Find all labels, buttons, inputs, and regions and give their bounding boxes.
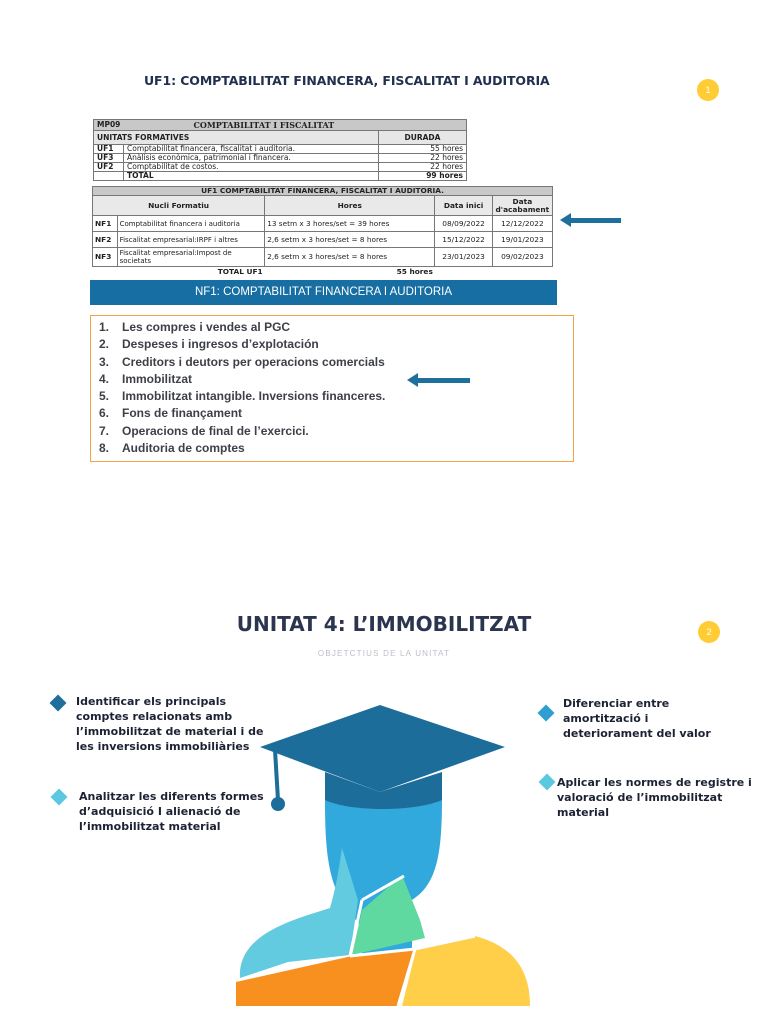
item-text: Auditoria de comptes: [122, 441, 245, 456]
item-number: 7.: [99, 423, 110, 438]
unit-subtitle: OBJETCTIUS DE LA UNITAT: [317, 649, 451, 658]
list-item: [99, 354, 573, 371]
uf1-table: [92, 186, 553, 277]
uf1-total-label: TOTAL UF1: [217, 267, 263, 276]
page-number-badge: 1: [697, 79, 719, 101]
objective-text: Analitzar les diferents formes d’adquisició I alienació de l’immobilitzat material: [79, 790, 264, 833]
arrow-left-icon: [570, 218, 621, 223]
nf-code: NF3: [93, 248, 118, 267]
nf-code: NF1: [93, 216, 118, 232]
diamond-bullet-icon: [50, 695, 67, 712]
item-text: Immobilitzat: [122, 371, 193, 386]
diamond-bullet-icon: [538, 705, 555, 722]
nf-start: 08/09/2022: [435, 216, 492, 232]
list-item: [99, 336, 573, 353]
item-text: Despeses i ingresos d’explotación: [122, 337, 319, 352]
total-label: TOTAL: [124, 172, 379, 181]
table-row: [93, 232, 553, 248]
item-text: Les compres i vendes al PGC: [122, 320, 291, 334]
objective-text: Aplicar les normes de registre i valoració de l’immobilitzat material: [557, 776, 752, 819]
item-number: 8.: [99, 441, 110, 456]
nf1-banner: NF1: COMPTABILITAT FINANCERA I AUDITORIA: [90, 280, 557, 305]
diamond-bullet-icon: [51, 789, 68, 806]
list-item: [99, 371, 573, 388]
nf-start: 15/12/2022: [435, 232, 492, 248]
nf-hours: 13 setm x 3 hores/set = 39 hores: [265, 216, 435, 232]
uf-name: Comptabilitat financera, fiscalitat i auditoria.: [124, 145, 379, 154]
uf-name: Anàlisis econòmica, patrimonial i financera.: [124, 154, 379, 163]
nf-hours: 2,6 setm x 3 hores/set = 8 hores: [265, 232, 435, 248]
col-duration-header: DURADA: [379, 131, 467, 145]
nf-end: 19/01/2023: [492, 232, 552, 248]
col-inici-header: Data inici: [435, 196, 492, 216]
table-row: [93, 248, 553, 267]
uf-hours: 22 hores: [379, 163, 467, 172]
item-text: Immobilitzat intangible. Inversions financeres.: [122, 389, 386, 404]
nf-end: 09/02/2023: [492, 248, 552, 267]
uf-hours: 55 hores: [379, 145, 467, 154]
table-row: [93, 216, 553, 232]
nf-name: Fiscalitat empresarial:Impost de societats: [117, 248, 265, 267]
slide-title: UF1: COMPTABILITAT FINANCERA, FISCALITAT I AUDITORIA: [144, 73, 550, 88]
nf-start: 23/01/2023: [435, 248, 492, 267]
nf-name: Comptabilitat financera i auditoria: [117, 216, 265, 232]
item-number: 4.: [99, 371, 110, 386]
item-number: 2.: [99, 337, 110, 352]
graduate-illustration: [230, 700, 530, 1010]
list-item: [99, 423, 573, 440]
col-nucli-header: Nucli Formatiu: [93, 196, 265, 216]
page-number-badge: 2: [698, 621, 720, 643]
nf-code: NF2: [93, 232, 118, 248]
item-number: 1.: [99, 320, 110, 334]
mortarboard-icon: [260, 705, 505, 792]
table-total-row: [94, 172, 467, 181]
item-number: 3.: [99, 354, 110, 369]
item-text: Operacions de final de l’exercici.: [122, 423, 309, 438]
objective-text: Diferenciar entre amortització i deteriorament del valor: [563, 697, 711, 740]
nf-end: 12/12/2022: [492, 216, 552, 232]
list-item: [99, 405, 573, 422]
table-total-row: [93, 267, 553, 278]
uf-code: UF2: [94, 163, 124, 172]
uf-code: UF3: [94, 154, 124, 163]
uf1-table-caption: UF1 COMPTABILITAT FINANCERA, FISCALITAT I AUDITORIA.: [93, 187, 553, 196]
uf1-total-hours: 55 hores: [396, 267, 433, 276]
objective-text: Identificar els principals comptes relacionats amb l’immobilitzat de material i de les inversions immobiliàries: [76, 695, 264, 753]
item-text: Creditors i deutors per operacions comercials: [122, 354, 385, 369]
item-number: 6.: [99, 406, 110, 421]
col-hores-header: Hores: [265, 196, 435, 216]
mp-title: COMPTABILITAT I FISCALITAT: [124, 120, 467, 131]
unit-title: UNITAT 4: L’IMMOBILITZAT: [236, 612, 532, 636]
item-text: Fons de finançament: [122, 406, 243, 421]
nf-hours: 2,6 setm x 3 hores/set = 8 hores: [265, 248, 435, 267]
uf-code: UF1: [94, 145, 124, 154]
uf-name: Comptabilitat de costos.: [124, 163, 379, 172]
list-item: [99, 319, 573, 336]
arrow-left-icon: [417, 378, 470, 383]
mp09-table: [93, 119, 467, 181]
col-final-header: Data d'acabament: [492, 196, 552, 216]
uf-hours: 22 hores: [379, 154, 467, 163]
diamond-bullet-icon: [539, 774, 556, 791]
list-item: [99, 388, 573, 405]
total-hours: 99 hores: [379, 172, 467, 181]
list-item: [99, 440, 573, 457]
col-units-header: UNITATS FORMATIVES: [94, 131, 379, 145]
nf-name: Fiscalitat empresarial:IRPF i altres: [117, 232, 265, 248]
topics-list: [90, 315, 574, 462]
mp-code: MP09: [94, 120, 124, 131]
item-number: 5.: [99, 389, 110, 404]
